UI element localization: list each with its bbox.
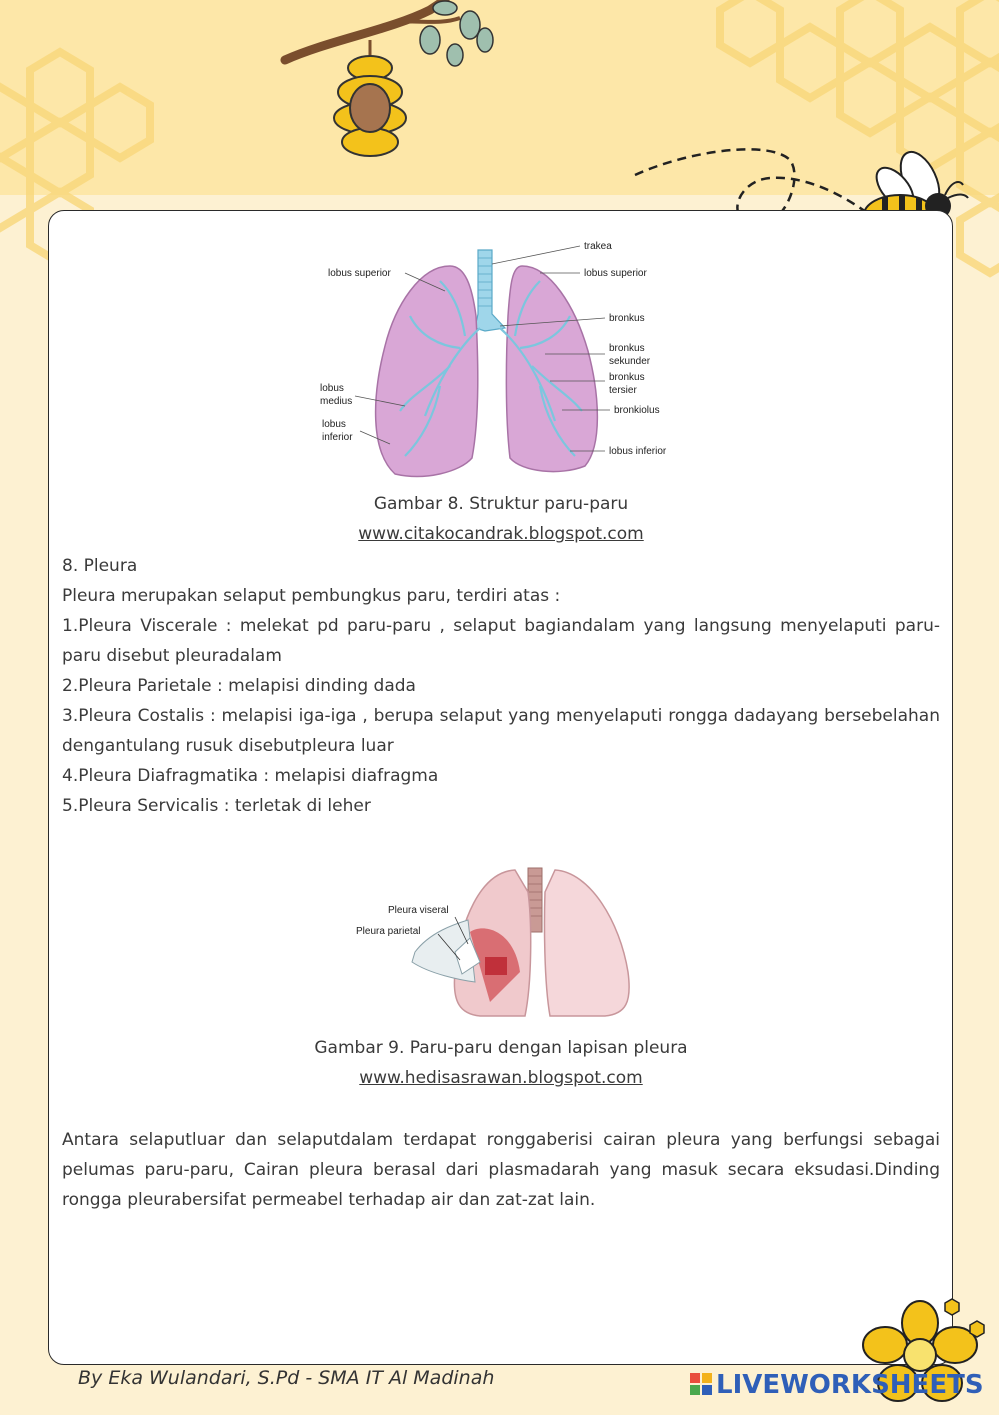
pleura-item-3: 3.Pleura Costalis : melapisi iga-iga , berupa selaput yang menyelaputi rongga dadayang bersebelahan dengantulang rusuk disebutpleura luar bbox=[62, 706, 940, 756]
pleura-item-5: 5.Pleura Servicalis : terletak di leher bbox=[62, 796, 371, 816]
pleura-layers-diagram bbox=[350, 862, 650, 1022]
label-lobus-superior-right: lobus superior bbox=[584, 268, 647, 279]
section-heading: 8. Pleura bbox=[62, 556, 138, 576]
figure1-caption: Gambar 8. Struktur paru-paru bbox=[373, 494, 629, 514]
footer-author: By Eka Wulandari, S.Pd - SMA IT Al Madinah bbox=[78, 1367, 495, 1389]
label-lobus-inferior-left-2: inferior bbox=[322, 432, 353, 443]
figure1-source-link[interactable]: www.citakocandrak.blogspot.com bbox=[358, 524, 644, 544]
beehive-illustration bbox=[270, 0, 510, 170]
label-pleura-parietal: Pleura parietal bbox=[356, 926, 421, 937]
label-lobus-medius-2: medius bbox=[320, 396, 353, 407]
label-bronkiolus: bronkiolus bbox=[614, 405, 660, 416]
label-pleura-viseral: Pleura viseral bbox=[388, 905, 449, 916]
figure2-caption: Gambar 9. Paru-paru dengan lapisan pleura bbox=[314, 1038, 688, 1058]
lung-structure-diagram bbox=[300, 236, 700, 482]
liveworksheets-wordmark: LIVEWORKSHEETS bbox=[716, 1370, 984, 1400]
liveworksheets-logo[interactable] bbox=[690, 1370, 984, 1400]
label-bronkus-sekunder: bronkus bbox=[609, 343, 645, 354]
label-bronkus-tersier: bronkus bbox=[609, 372, 645, 383]
label-lobus-superior-left: lobus superior bbox=[328, 268, 391, 279]
pleura-item-4: 4.Pleura Diafragmatika : melapisi diafragma bbox=[62, 766, 439, 786]
label-bronkus-sekunder-2: sekunder bbox=[609, 356, 651, 367]
liveworksheets-icon bbox=[690, 1373, 712, 1395]
figure2-source-link[interactable]: www.hedisasrawan.blogspot.com bbox=[359, 1068, 643, 1088]
label-lobus-medius: lobus bbox=[320, 383, 344, 394]
label-bronkus: bronkus bbox=[609, 313, 645, 324]
pleura-item-1: 1.Pleura Viscerale : melekat pd paru-paru , selaput bagiandalam yang langsung menyelaputi paru-paru disebut pleuradalam bbox=[62, 616, 940, 666]
pleura-fluid-paragraph: Antara selaputluar dan selaputdalam terdapat ronggaberisi cairan pleura yang berfungsi sebagai pelumas paru-paru, Cairan pleura berasal dari plasmadarah yang masuk secara eksudasi.Dinding rongga pleurabersifat permeabel terhadap air dan zat-zat lain. bbox=[62, 1130, 940, 1210]
pleura-item-2: 2.Pleura Parietale : melapisi dinding dada bbox=[62, 676, 416, 696]
section-intro: Pleura merupakan selaput pembungkus paru, terdiri atas : bbox=[62, 586, 561, 606]
label-lobus-inferior-right: lobus inferior bbox=[609, 446, 667, 457]
label-trakea: trakea bbox=[584, 241, 612, 252]
label-bronkus-tersier-2: tersier bbox=[609, 385, 637, 396]
label-lobus-inferior-left: lobus bbox=[322, 419, 346, 430]
